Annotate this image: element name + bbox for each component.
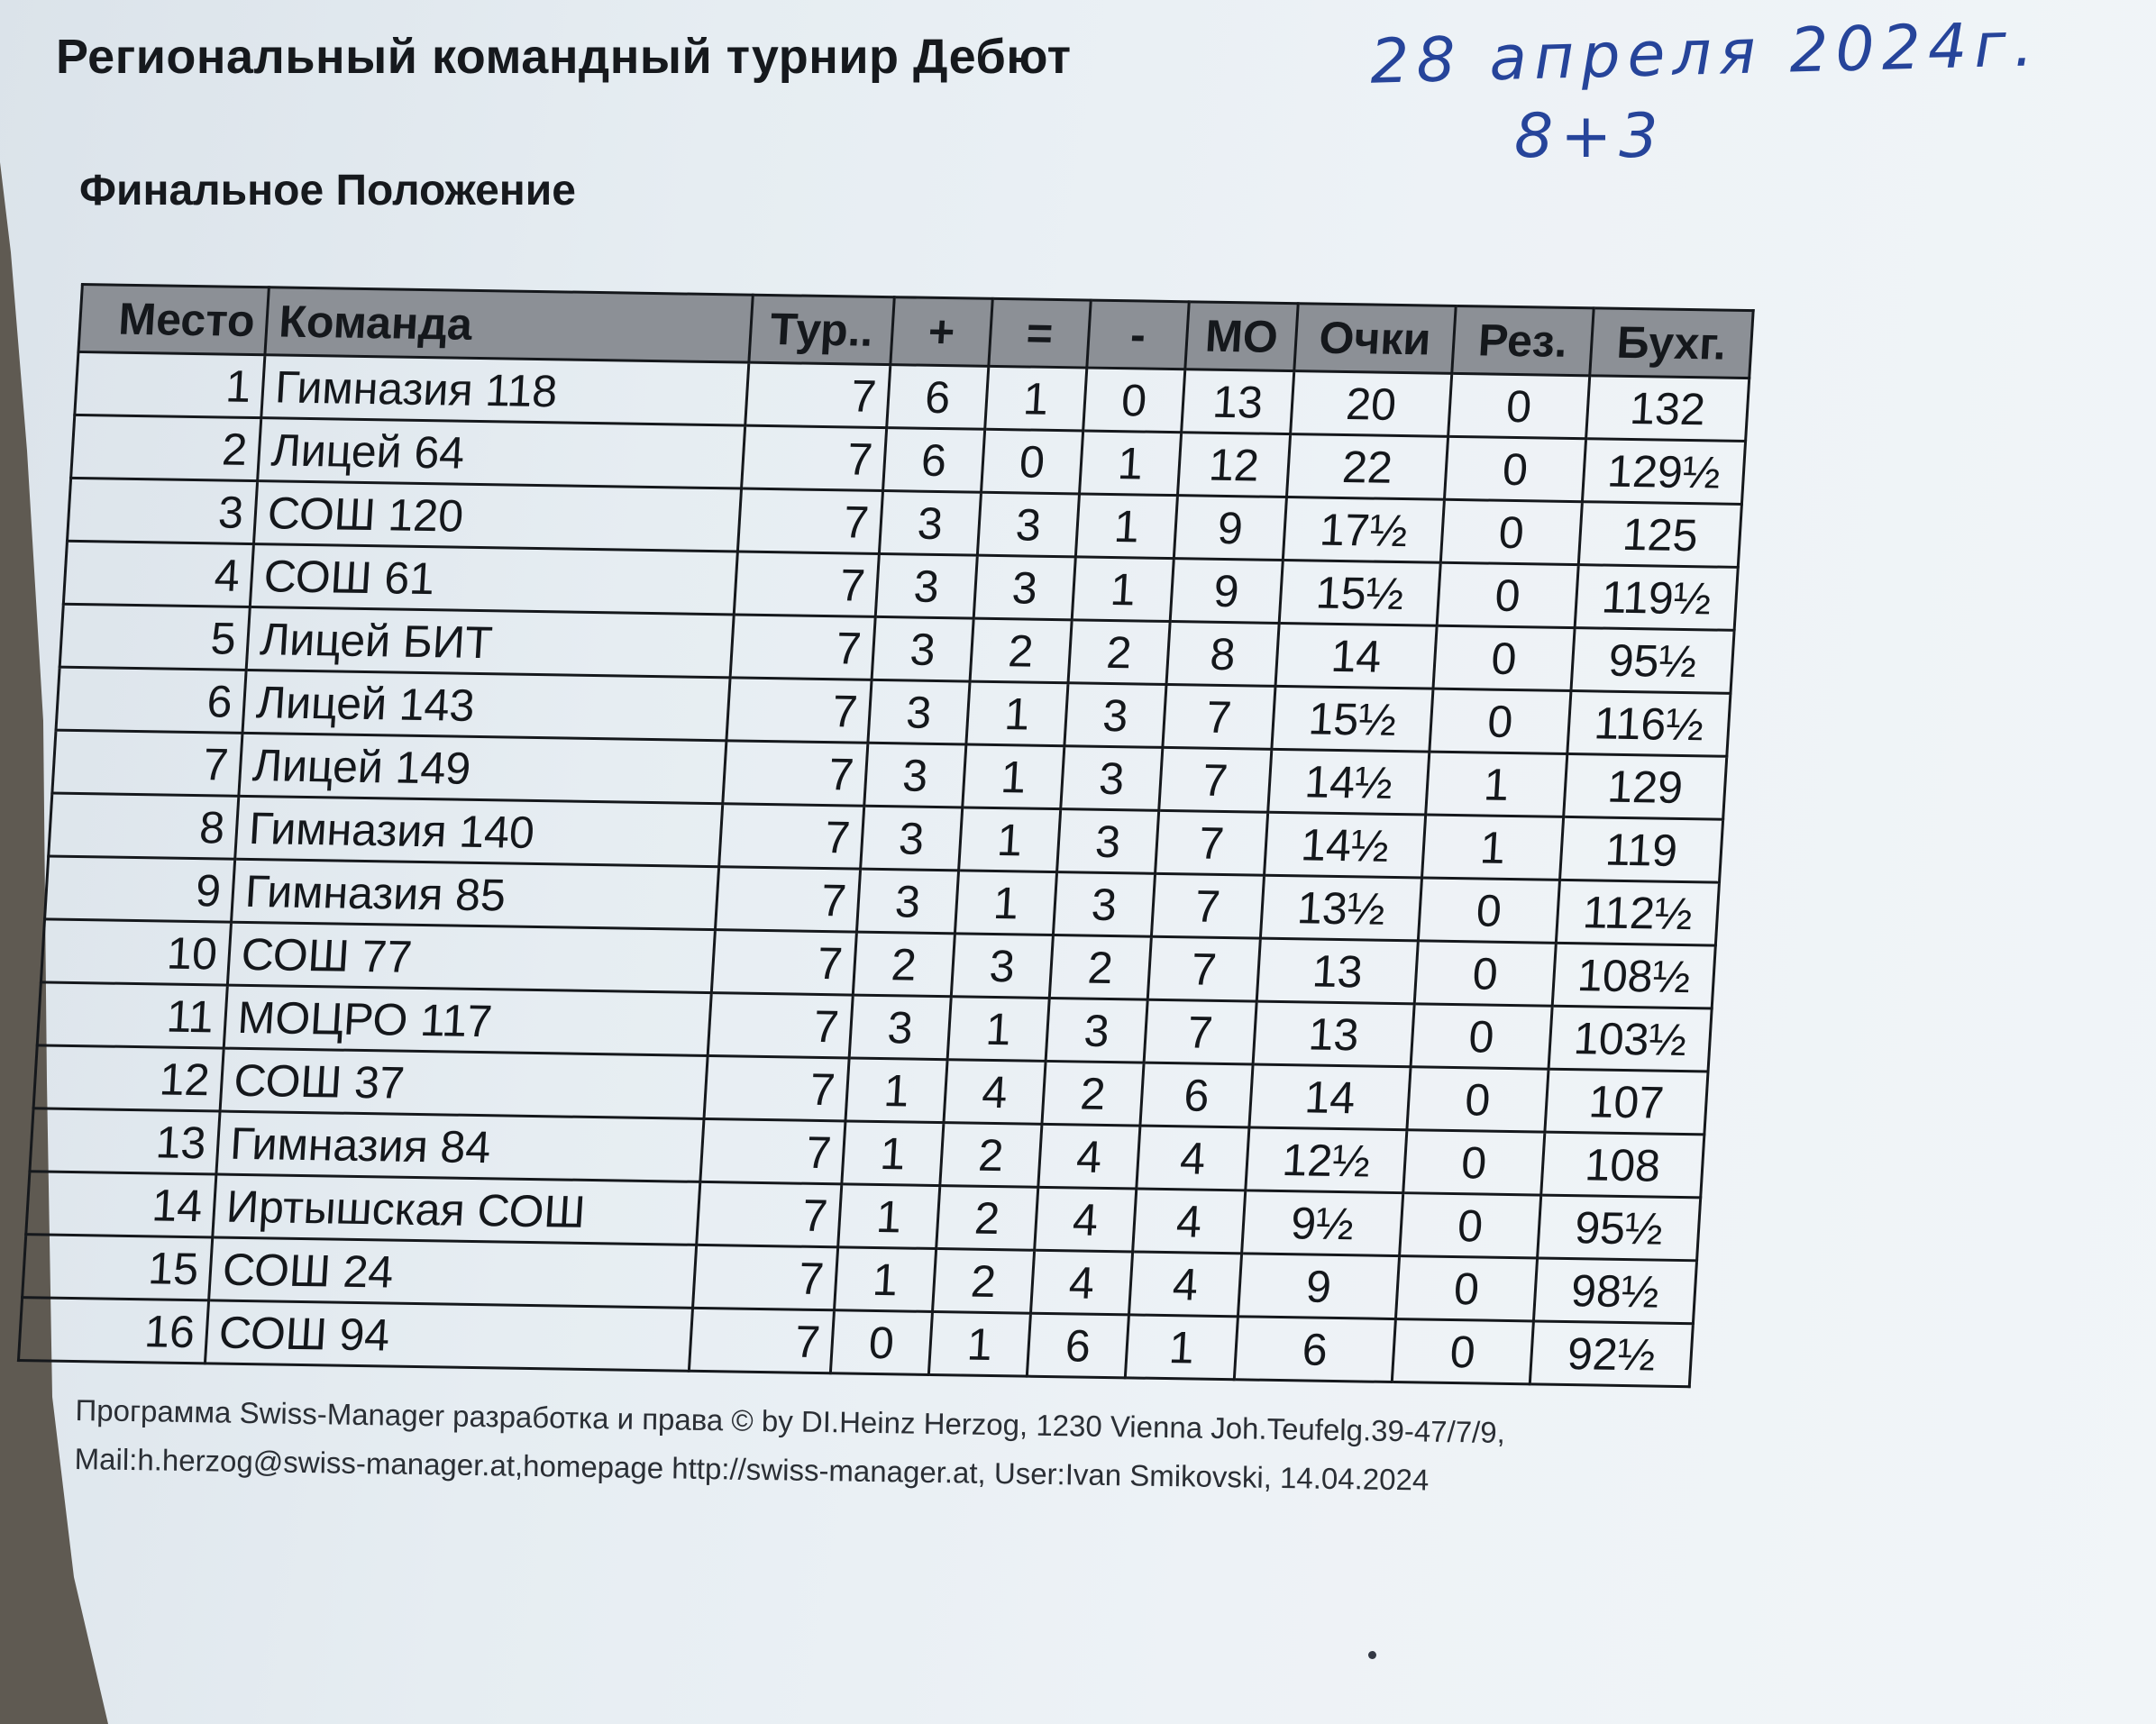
cell-rounds: 7 <box>726 678 872 743</box>
cell-wins: 6 <box>887 365 989 430</box>
cell-wins: 3 <box>864 743 966 807</box>
cell-wins: 3 <box>872 616 973 681</box>
cell-place: 11 <box>37 982 227 1048</box>
cell-wins: 3 <box>856 869 958 934</box>
cell-wins: 1 <box>838 1184 940 1249</box>
cell-mo: 9 <box>1174 496 1286 561</box>
cell-losses: 4 <box>1030 1250 1132 1315</box>
cell-points: 12½ <box>1246 1127 1407 1193</box>
cell-mo: 12 <box>1177 433 1290 497</box>
cell-place: 5 <box>59 604 250 670</box>
cell-buchholz: 103½ <box>1548 1006 1712 1072</box>
cell-place: 1 <box>75 351 265 417</box>
cell-points: 13 <box>1253 1001 1414 1067</box>
cell-wins: 2 <box>853 932 955 997</box>
cell-points: 15½ <box>1272 686 1433 752</box>
cell-mo: 4 <box>1133 1189 1246 1254</box>
cell-mo: 13 <box>1182 369 1294 434</box>
cell-rounds: 7 <box>730 615 875 680</box>
cell-place: 6 <box>56 667 246 733</box>
cell-wins: 1 <box>842 1121 944 1186</box>
cell-reserve: 0 <box>1414 941 1556 1006</box>
cell-reserve: 0 <box>1403 1130 1545 1195</box>
cell-team: Гимназия 85 <box>232 859 719 929</box>
header-team: Команда <box>265 287 753 362</box>
cell-team: Лицей БИТ <box>246 607 734 677</box>
cell-mo: 1 <box>1125 1315 1238 1380</box>
cell-points: 9½ <box>1242 1190 1403 1256</box>
cell-draws: 1 <box>928 1311 1030 1376</box>
cell-place: 14 <box>26 1172 216 1237</box>
cell-losses: 3 <box>1053 872 1155 937</box>
header-losses: - <box>1087 300 1189 369</box>
cell-buchholz: 95½ <box>1538 1195 1701 1261</box>
cell-place: 3 <box>67 478 257 543</box>
cell-points: 13½ <box>1260 875 1421 941</box>
header-rounds: Тур.. <box>749 295 894 364</box>
cell-draws: 4 <box>944 1060 1046 1125</box>
cell-place: 15 <box>23 1235 213 1300</box>
cell-losses: 2 <box>1068 620 1170 685</box>
cell-losses: 4 <box>1035 1187 1137 1252</box>
cell-wins: 3 <box>868 680 970 744</box>
cell-points: 6 <box>1234 1317 1395 1382</box>
cell-reserve: 0 <box>1418 878 1559 943</box>
cell-draws: 1 <box>963 744 1064 809</box>
cell-buchholz: 129 <box>1564 753 1727 819</box>
cell-losses: 3 <box>1057 809 1159 874</box>
cell-points: 14 <box>1249 1064 1411 1130</box>
cell-losses: 2 <box>1049 935 1151 1000</box>
cell-wins: 3 <box>879 491 981 556</box>
cell-rounds: 7 <box>742 425 887 490</box>
cell-losses: 3 <box>1061 746 1163 811</box>
cell-buchholz: 95½ <box>1571 628 1734 694</box>
cell-place: 12 <box>33 1045 224 1111</box>
header-wins: + <box>891 297 992 367</box>
cell-draws: 1 <box>959 807 1061 872</box>
cell-rounds: 7 <box>745 362 891 427</box>
cell-points: 17½ <box>1283 497 1444 563</box>
cell-mo: 7 <box>1156 810 1268 875</box>
cell-rounds: 7 <box>734 552 879 616</box>
standings-body <box>18 351 1749 1386</box>
cell-rounds: 7 <box>708 993 853 1058</box>
cell-team: МОЦРО 117 <box>224 985 711 1055</box>
cell-place: 9 <box>45 856 235 922</box>
cell-draws: 3 <box>977 492 1079 557</box>
cell-team: СОШ 94 <box>205 1300 692 1371</box>
cell-team: СОШ 77 <box>227 922 715 992</box>
cell-reserve: 0 <box>1433 625 1575 690</box>
cell-buchholz: 107 <box>1545 1069 1708 1135</box>
cell-wins: 3 <box>849 995 951 1060</box>
cell-draws: 3 <box>973 555 1075 620</box>
cell-reserve: 1 <box>1422 815 1564 880</box>
standings-table <box>17 283 1755 1388</box>
cell-losses: 0 <box>1083 368 1185 433</box>
cell-place: 2 <box>71 415 261 480</box>
cell-points: 13 <box>1256 938 1418 1004</box>
cell-wins: 0 <box>830 1310 932 1375</box>
cell-rounds: 7 <box>700 1118 845 1183</box>
cell-mo: 7 <box>1147 936 1260 1001</box>
cell-team: Иртышская СОШ <box>213 1174 700 1245</box>
cell-team: Гимназия 84 <box>216 1111 704 1181</box>
cell-wins: 3 <box>861 806 963 871</box>
cell-draws: 1 <box>966 681 1068 746</box>
cell-losses: 1 <box>1072 557 1174 622</box>
cell-rounds: 7 <box>711 930 856 995</box>
cell-points: 14 <box>1275 623 1437 689</box>
cell-reserve: 0 <box>1411 1004 1552 1069</box>
cell-team: СОШ 120 <box>253 481 741 552</box>
cell-mo: 9 <box>1170 559 1283 624</box>
cell-mo: 7 <box>1151 873 1264 938</box>
cell-reserve: 0 <box>1430 689 1571 753</box>
header-points: Очки <box>1294 304 1456 374</box>
cell-reserve: 0 <box>1400 1193 1541 1258</box>
cell-draws: 1 <box>955 871 1056 935</box>
header-place: Место <box>78 285 269 355</box>
header-draws: = <box>989 298 1091 368</box>
cell-place: 7 <box>52 730 242 796</box>
cell-place: 16 <box>18 1298 208 1364</box>
cell-rounds: 7 <box>715 867 860 932</box>
cell-buchholz: 112½ <box>1556 880 1719 945</box>
cell-rounds: 7 <box>689 1308 834 1373</box>
cell-points: 20 <box>1291 371 1452 437</box>
cell-reserve: 0 <box>1392 1319 1533 1384</box>
cell-buchholz: 108½ <box>1552 943 1715 1008</box>
cell-reserve: 0 <box>1437 562 1578 627</box>
cell-team: Гимназия 140 <box>235 796 723 866</box>
document-subtitle: Финальное Положение <box>79 167 576 214</box>
cell-buchholz: 125 <box>1578 502 1741 568</box>
cell-wins: 3 <box>875 553 977 618</box>
cell-reserve: 0 <box>1407 1067 1548 1132</box>
cell-team: СОШ 24 <box>209 1237 697 1308</box>
cell-reserve: 0 <box>1395 1256 1537 1321</box>
cell-buchholz: 98½ <box>1533 1258 1696 1324</box>
footer-line-2: Mail:h.herzog@swiss-manager.at,homepage http://swiss-manager.at, User:Ivan Smikovski, 14.04.2024 <box>74 1441 1430 1497</box>
cell-rounds: 7 <box>697 1181 842 1246</box>
cell-team: Лицей 149 <box>239 733 726 803</box>
cell-mo: 6 <box>1140 1063 1253 1127</box>
header-reserve: Рез. <box>1452 306 1594 375</box>
cell-losses: 1 <box>1080 431 1182 496</box>
cell-team: СОШ 61 <box>250 544 737 615</box>
cell-buchholz: 129½ <box>1582 439 1745 505</box>
cell-rounds: 7 <box>704 1056 849 1121</box>
handwritten-time-control: 8+3 <box>1514 101 1666 172</box>
cell-mo: 7 <box>1159 747 1272 812</box>
paper-speck <box>1368 1651 1376 1659</box>
footer-line-1: Программа Swiss-Manager разработка и права © by DI.Heinz Herzog, 1230 Vienna Joh.Teufelg.39-47/7/9, <box>75 1392 1506 1449</box>
cell-team: СОШ 37 <box>220 1048 708 1118</box>
cell-place: 10 <box>41 919 231 985</box>
cell-reserve: 1 <box>1426 752 1567 816</box>
cell-wins: 1 <box>845 1058 947 1123</box>
cell-mo: 7 <box>1163 684 1275 749</box>
cell-draws: 3 <box>951 934 1053 999</box>
cell-buchholz: 92½ <box>1530 1321 1693 1387</box>
cell-points: 15½ <box>1279 560 1440 625</box>
cell-losses: 2 <box>1042 1061 1144 1126</box>
cell-reserve: 0 <box>1440 499 1582 564</box>
cell-team: Лицей 143 <box>242 670 730 740</box>
cell-losses: 3 <box>1064 683 1166 748</box>
cell-losses: 4 <box>1038 1124 1140 1189</box>
cell-draws: 2 <box>940 1123 1042 1188</box>
cell-reserve: 0 <box>1448 373 1590 438</box>
cell-losses: 3 <box>1046 998 1147 1063</box>
cell-buchholz: 132 <box>1586 376 1749 442</box>
cell-team: Гимназия 118 <box>261 355 749 425</box>
cell-draws: 2 <box>933 1249 1035 1314</box>
cell-points: 14½ <box>1265 812 1426 878</box>
cell-place: 8 <box>49 793 239 859</box>
cell-losses: 6 <box>1027 1313 1128 1378</box>
cell-draws: 2 <box>970 618 1072 683</box>
cell-team: Лицей 64 <box>258 418 745 488</box>
cell-rounds: 7 <box>719 804 864 869</box>
cell-draws: 1 <box>947 997 1049 1062</box>
header-buchholz: Бухг. <box>1590 308 1753 379</box>
cell-draws: 1 <box>985 366 1087 431</box>
header-mo: МО <box>1185 302 1298 371</box>
cell-draws: 0 <box>982 429 1083 494</box>
cell-points: 9 <box>1238 1254 1399 1319</box>
cell-wins: 1 <box>835 1247 936 1312</box>
cell-points: 14½ <box>1268 749 1430 815</box>
cell-draws: 2 <box>936 1186 1038 1251</box>
cell-mo: 4 <box>1128 1252 1241 1317</box>
cell-place: 13 <box>30 1108 220 1174</box>
cell-rounds: 7 <box>737 488 882 553</box>
cell-mo: 8 <box>1166 622 1279 687</box>
cell-buchholz: 119½ <box>1575 565 1738 631</box>
cell-mo: 7 <box>1144 999 1256 1064</box>
standings-table-wrapper <box>17 283 1755 1388</box>
cell-place: 4 <box>63 541 253 607</box>
cell-reserve: 0 <box>1444 436 1585 501</box>
cell-buchholz: 116½ <box>1567 691 1731 757</box>
document-title: Региональный командный турнир Дебют <box>56 30 1072 84</box>
cell-buchholz: 119 <box>1560 816 1723 882</box>
cell-losses: 1 <box>1075 494 1177 559</box>
cell-mo: 4 <box>1137 1126 1249 1190</box>
cell-points: 22 <box>1286 434 1448 500</box>
cell-rounds: 7 <box>723 741 868 806</box>
cell-wins: 6 <box>883 428 985 493</box>
cell-buchholz: 108 <box>1541 1132 1704 1198</box>
handwritten-date: 28 апреля 2024г. <box>1369 9 2042 98</box>
cell-rounds: 7 <box>693 1245 838 1309</box>
